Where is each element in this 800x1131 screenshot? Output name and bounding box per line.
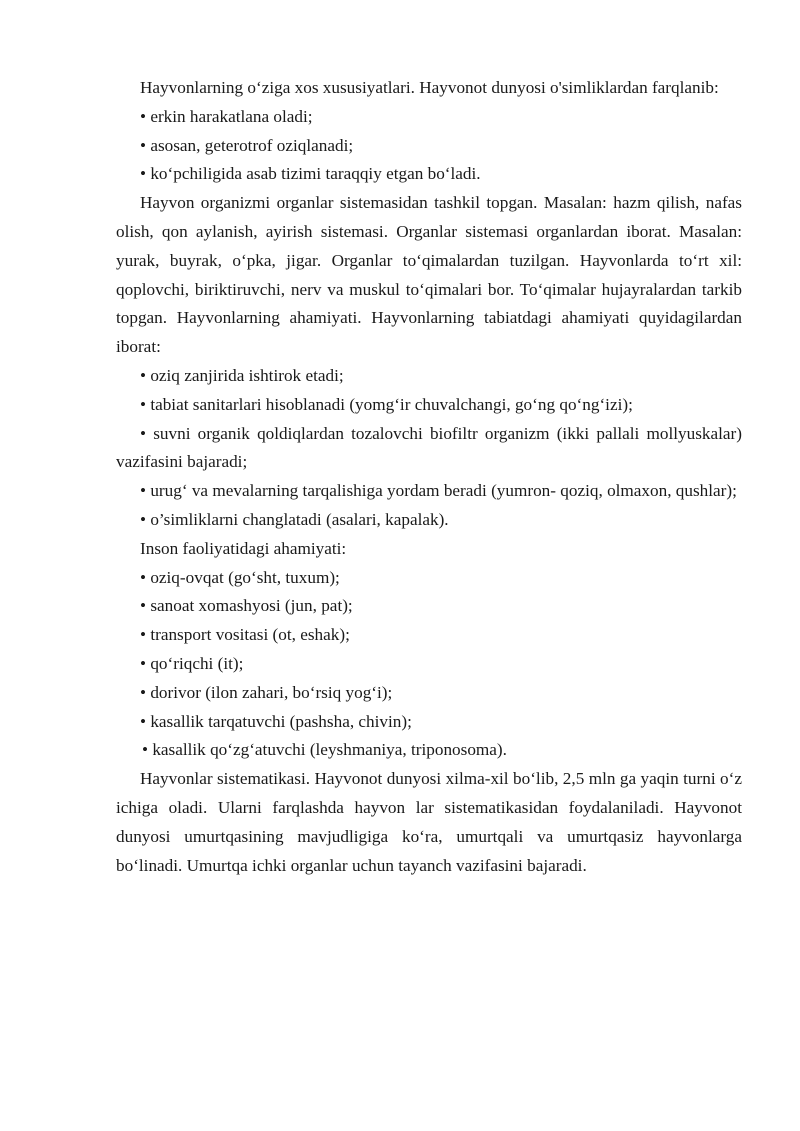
- document-body: [116, 74, 742, 880]
- bullet-item: • sanoat xomashyosi (jun, pat);: [140, 596, 353, 616]
- bullet-item: • suvni organik qoldiqlardan tozalovchi biofiltr organizm (ikki pallali mollyuskalar) vazifasini bajaradi;: [116, 423, 742, 472]
- bullet-item: • oziq zanjirida ishtirok etadi;: [140, 365, 344, 385]
- bullet-item: • qo‘riqchi (it);: [140, 653, 244, 673]
- bullet-item: • oziq-ovqat (go‘sht, tuxum);: [140, 567, 340, 587]
- bullet-item: • asosan, geterotrof oziqlanadi;: [140, 135, 354, 155]
- bullet-item: • dorivor (ilon zahari, bo‘rsiq yog‘i);: [140, 682, 393, 702]
- paragraph-animal-features: Hayvonlarning o‘ziga xos xususiyatlari. Hayvonot dunyosi o'simliklardan farqlanib:: [140, 78, 719, 97]
- bullet-item: • transport vositasi (ot, eshak);: [140, 625, 350, 645]
- paragraph-organ-systems: Hayvon organizmi organlar sistemasidan tashkil topgan. Masalan: hazm qilish, nafas olish, qon aylanish, ayirish sistemasi. Organlar sistemasi organlardan iborat. Masalan: yurak, buyrak, o‘pka, jigar. Organlar to‘qimalardan tuzilgan. Hayvonlarda to‘rt xil: qoplovchi, biriktiruvchi, nerv va muskul to‘qimalari bor. To‘qimalar hujayralardan tarkib topgan. Hayvonlarning ahamiyati. Hayvonlarning tabiatdagi ahamiyati quyidagilardan iborat:: [116, 193, 742, 357]
- paragraph-human-significance: Inson faoliyatidagi ahamiyati:: [140, 538, 347, 558]
- bullet-item: • erkin harakatlana oladi;: [140, 106, 313, 126]
- bullet-item: • kasallik tarqatuvchi (pashsha, chivin);: [140, 711, 412, 731]
- paragraph-systematics: Hayvonlar sistematikasi. Hayvonot dunyosi xilma-xil bo‘lib, 2,5 mln ga yaqin turni o‘z ichiga oladi. Ularni farqlashda hayvon lar sistematikasidan foydalaniladi. Hayvonot dunyosi umurtqasining mavjudligiga ko‘ra, umurtqali va umurtqasiz hayvonlarga bo‘linadi. Umurtqa ichki organlar uchun tayanch vazifasini bajaradi.: [116, 769, 742, 875]
- bullet-item: • o’simliklarni changlatadi (asalari, kapalak).: [140, 509, 449, 529]
- bullet-item: • urug‘ va mevalarning tarqalishiga yordam beradi (yumron- qoziq, olmaxon, qushlar);: [140, 481, 737, 501]
- bullet-item: • tabiat sanitarlari hisoblanadi (yomg‘ir chuvalchangi, go‘ng qo‘ng‘izi);: [140, 394, 633, 414]
- bullet-item: • ko‘pchiligida asab tizimi taraqqiy etgan bo‘ladi.: [140, 164, 481, 184]
- bullet-item: • kasallik qo‘zg‘atuvchi (leyshmaniya, triponosoma).: [142, 740, 507, 760]
